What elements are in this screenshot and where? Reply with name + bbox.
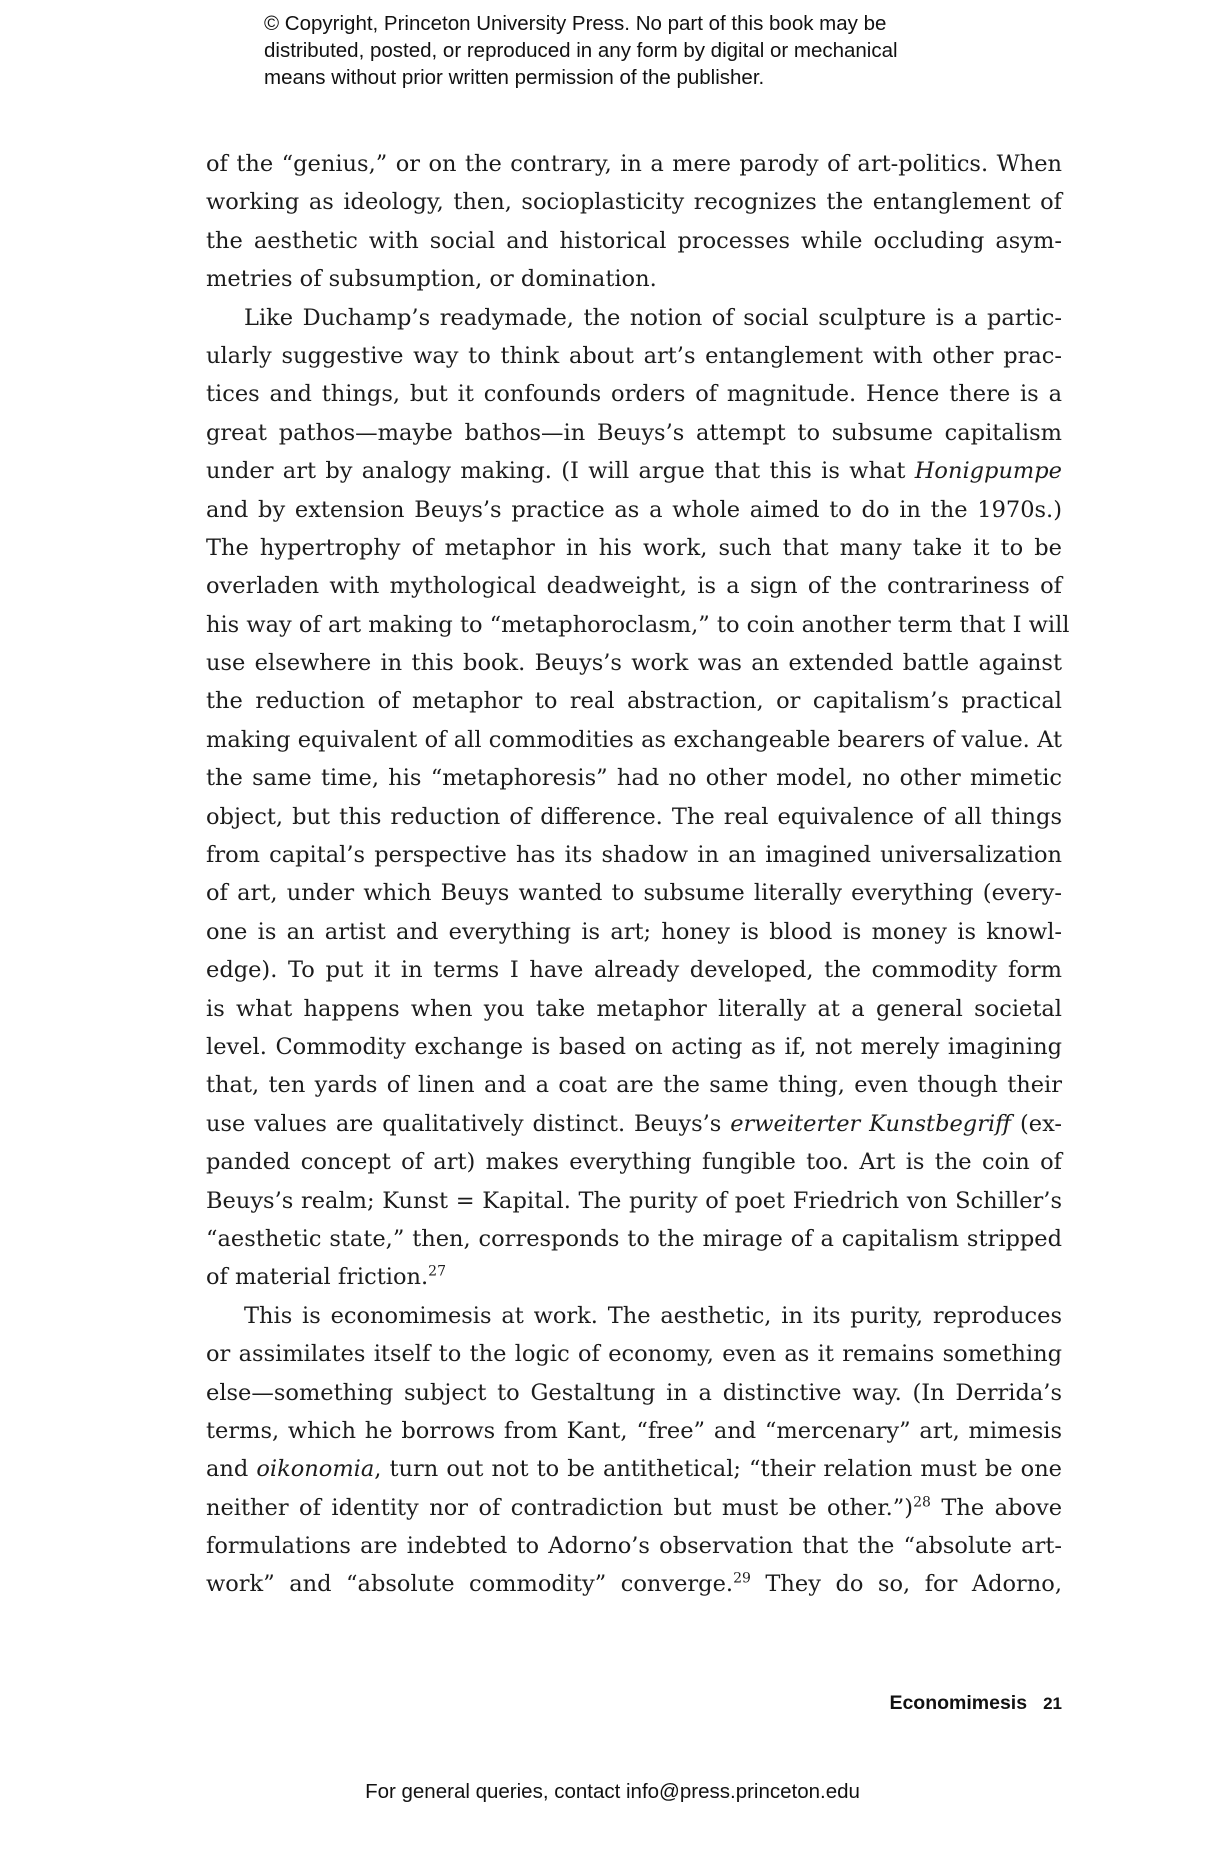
text-line: terms, which he borrows from Kant, “free” and “mercenary” art, mimesis [206,1417,1062,1444]
text-line: edge). To put it in terms I have already developed, the commodity form [206,957,1062,984]
text-line: is what happens when you take metaphor literally at a general societal [206,995,1062,1022]
contact-footer: For general queries, contact info@press.princeton.edu [365,1780,860,1803]
text-line: The hypertrophy of metaphor in his work, such that many take it to be [206,534,1062,561]
text-line: from capital’s perspective has its shadow in an imagined universalization [206,842,1062,869]
running-footer [889,1692,1062,1715]
text-segment: work” and “absolute commodity” converge. [206,1571,734,1598]
text-segment: of material friction. [206,1264,429,1291]
text-line: overladen with mythological deadweight, is a sign of the contrariness of [206,573,1062,600]
text-line: ularly suggestive way to think about art’s entanglement with other prac- [206,342,1062,369]
text-line: This is economimesis at work. The aesthetic, in its purity, reproduces [244,1302,1062,1329]
text-line: use elsewhere in this book. Beuys’s work was an extended battle against [206,650,1062,677]
copyright-line: © Copyright, Princeton University Press. No part of this book may be [264,12,887,35]
italic-title: Honigpumpe [914,458,1062,485]
text-line: Beuys’s realm; Kunst = Kapital. The purity of poet Friedrich von Schiller’s [206,1187,1062,1214]
footnote-ref[interactable]: 27 [428,1263,446,1280]
text-line: one is an artist and everything is art; honey is blood is money is knowl- [206,918,1062,945]
text-line: else—something subject to Gestaltung in a distinctive way. (In Derrida’s [206,1379,1062,1406]
text-line: or assimilates itself to the logic of economy, even as it remains something [206,1341,1062,1368]
body-text [206,145,1070,1604]
text-line: great pathos—maybe bathos—in Beuys’s attempt to subsume capitalism [206,419,1062,446]
paragraph [206,1297,1062,1604]
text-line: his way of art making to “metaphoroclasm,” to coin another term that I will [206,611,1070,638]
text-line: “aesthetic state,” then, corresponds to the mirage of a capitalism stripped [206,1225,1062,1252]
footnote-ref[interactable]: 28 [913,1494,931,1511]
text-segment: and [206,1456,249,1483]
text-line: tices and things, but it confounds orders of magnitude. Hence there is a [206,381,1062,408]
text-line: of art, under which Beuys wanted to subsume literally everything (every- [206,880,1062,907]
text-line: panded concept of art) makes everything fungible too. Art is the coin of [206,1149,1062,1176]
text-segment: The above [941,1494,1063,1521]
text-segment: , turn out not to be antithetical; “their relation must be one [374,1456,1062,1483]
text-segment: neither of identity nor of contradiction but must be other.”) [206,1494,914,1521]
footnote-ref[interactable]: 29 [733,1570,751,1587]
text-line [206,452,1062,490]
text-line: making equivalent of all commodities as exchangeable bearers of value. At [206,726,1062,753]
text-line: of the “genius,” or on the contrary, in a mere parody of art-politics. When [206,151,1062,177]
text-line [206,1489,1062,1527]
text-line: level. Commodity exchange is based on acting as if, not merely imagining [206,1033,1062,1060]
paragraph [206,299,1070,1297]
text-line: object, but this reduction of difference. The real equivalence of all things [206,803,1062,830]
copyright-line: means without prior written permission of the publisher. [264,66,765,89]
text-line: metries of subsumption, or domination. [206,266,657,293]
text-line [206,1258,1062,1296]
paragraph [206,145,1062,299]
text-line: formulations are indebted to Adorno’s observation that the “absolute art- [206,1533,1062,1560]
text-line: that, ten yards of linen and a coat are the same thing, even though their [206,1072,1062,1099]
text-line [206,1565,1062,1603]
page-number: 21 [1043,1694,1062,1713]
text-line [206,1105,1062,1143]
text-segment: (ex- [1020,1110,1062,1137]
text-line: working as ideology, then, socioplasticity recognizes the entanglement of [206,189,1062,216]
text-line: the aesthetic with social and historical processes while occluding asym- [206,227,1062,254]
italic-term: oikonomia [256,1456,375,1483]
text-line: Like Duchamp’s readymade, the notion of social sculpture is a partic- [244,304,1062,331]
copyright-line: distributed, posted, or reproduced in any form by digital or mechanical [264,39,898,62]
text-line: the same time, his “metaphoresis” had no other model, no other mimetic [206,765,1062,792]
chapter-title: Economimesis [889,1692,1028,1714]
text-line: the reduction of metaphor to real abstraction, or capitalism’s practical [206,688,1062,715]
text-segment: use values are qualitatively distinct. Beuys’s [206,1110,722,1137]
text-line [206,1450,1062,1488]
text-segment: They do so, for Adorno, [765,1571,1062,1598]
italic-term: erweiterter Kunstbegriff [730,1110,1012,1137]
copyright-notice [264,10,984,91]
text-line: and by extension Beuys’s practice as a whole aimed to do in the 1970s.) [206,496,1062,523]
text-segment: under art by analogy making. (I will argue that this is what [206,458,906,485]
